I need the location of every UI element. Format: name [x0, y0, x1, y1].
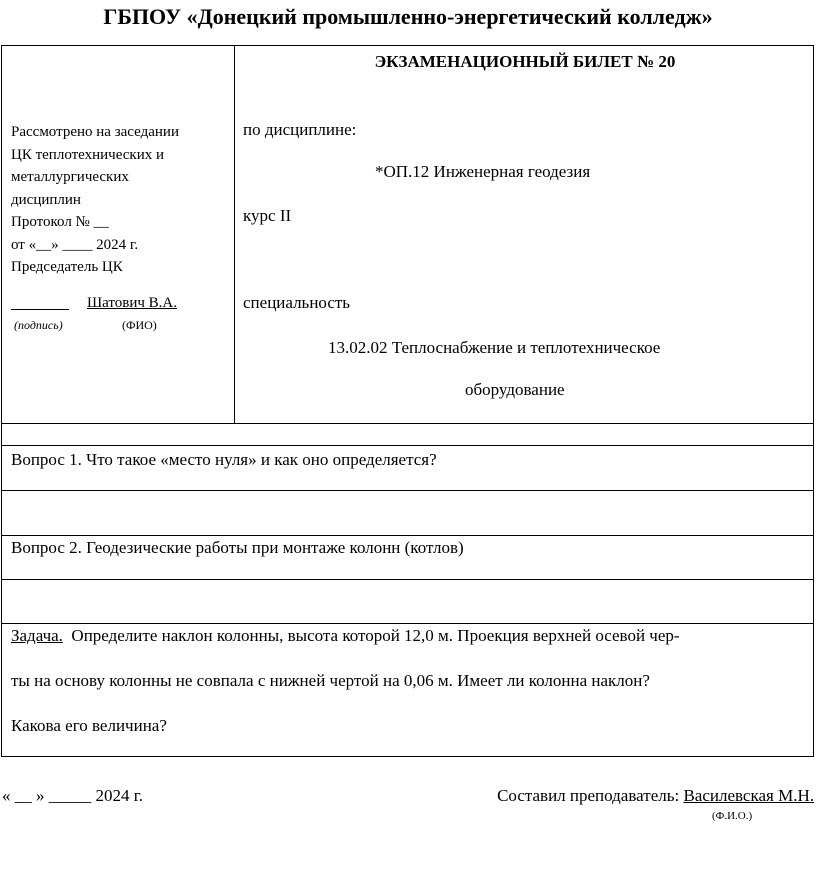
- page-title: ГБПОУ «Донецкий промышленно-энергетический колледж»: [103, 4, 713, 29]
- approval-line: Рассмотрено на заседании: [11, 124, 179, 140]
- author-label: Составил преподаватель:: [497, 786, 680, 805]
- task-line-3: Какова его величина?: [11, 716, 167, 735]
- course: курс II: [243, 206, 292, 225]
- approval-line: от «__» ____ 2024 г.: [11, 236, 139, 253]
- task-label: Задача.: [11, 626, 63, 645]
- signature-caption: (подпись): [14, 318, 63, 332]
- specialty-line-1: 13.02.02 Теплоснабжение и теплотехническое: [328, 338, 661, 357]
- exam-ticket-table: [1, 45, 814, 757]
- footer-author: [497, 786, 814, 806]
- approval-block: [11, 121, 226, 279]
- row-divider: [2, 423, 813, 424]
- row-divider: [2, 623, 813, 624]
- discipline-label: по дисциплине:: [243, 120, 357, 139]
- row-divider: [2, 490, 813, 491]
- signature-blank: [11, 295, 69, 310]
- author-name: Василевская М.Н.: [683, 786, 814, 805]
- signature-row: [11, 295, 177, 315]
- specialty-label: специальность: [243, 293, 351, 312]
- row-divider: [2, 579, 813, 580]
- author-fio-caption: (Ф.И.О.): [712, 810, 753, 822]
- approval-line: металлургических: [11, 169, 129, 185]
- ticket-title: ЭКЗАМЕНАЦИОННЫЙ БИЛЕТ № 20: [374, 52, 676, 71]
- row-divider: [2, 445, 813, 446]
- column-divider: [234, 46, 235, 423]
- discipline-name: *ОП.12 Инженерная геодезия: [375, 162, 591, 181]
- row-divider: [2, 535, 813, 536]
- footer-date: « __ » _____ 2024 г.: [2, 786, 144, 805]
- task-line-2: ты на основу колонны не совпала с нижней чертой на 0,06 м. Имеет ли колонна наклон?: [11, 671, 650, 690]
- approval-line: Председатель ЦК: [11, 259, 123, 275]
- approval-line: ЦК теплотехнических и: [11, 146, 165, 163]
- chair-name: Шатович В.А.: [87, 295, 177, 311]
- specialty-line-2: оборудование: [465, 380, 565, 399]
- task-line-1: [11, 626, 680, 646]
- question-1: Вопрос 1. Что такое «место нуля» и как оно определяется?: [11, 450, 437, 469]
- approval-line: дисциплин: [11, 191, 81, 208]
- fio-caption: (ФИО): [122, 318, 157, 332]
- task-text: Определите наклон колонны, высота которой 12,0 м. Проекция верхней осевой чер-: [71, 626, 680, 645]
- question-2: Вопрос 2. Геодезические работы при монтаже колонн (котлов): [11, 538, 464, 557]
- approval-line: Протокол № __: [11, 214, 109, 230]
